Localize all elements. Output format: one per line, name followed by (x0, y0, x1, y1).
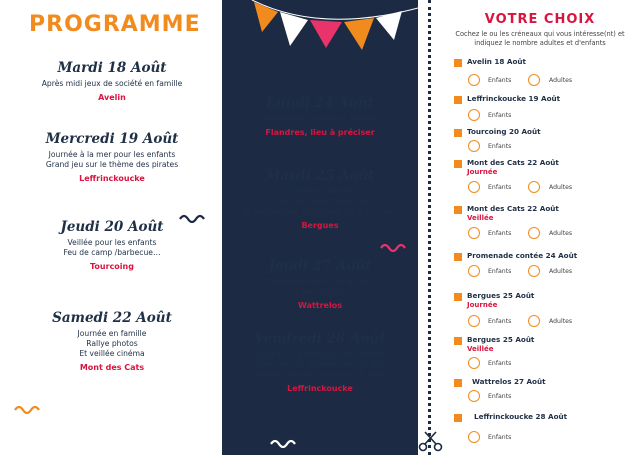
cut-line (428, 0, 431, 455)
enfants-count-circle[interactable] (468, 315, 480, 327)
event-desc: Promenade contée en famille (264, 114, 376, 123)
enfants-label: Enfants (488, 360, 512, 367)
option-sublabel: Veillée (467, 345, 494, 353)
event-day: Samedi 22 Août (52, 310, 172, 326)
enfants-count-circle[interactable] (468, 140, 480, 152)
event-desc: Journée en famille Grand jeu de piste en ville Et veillée pour les enfants de 8 à 13 ans (243, 187, 397, 216)
option-label: Leffrinckoucke 19 Août (467, 94, 561, 103)
event-item (220, 95, 420, 137)
option-checkbox[interactable] (454, 379, 462, 387)
option-row (448, 335, 638, 373)
event-place: Leffrinckoucke (287, 384, 353, 393)
option-checkbox[interactable] (454, 160, 462, 168)
event-place: Mont des Cats (79, 363, 145, 372)
choice-title: VOTRE CHOIX (484, 12, 596, 27)
enfants-label: Enfants (488, 393, 512, 400)
adultes-label: Adultes (549, 184, 573, 191)
enfants-count-circle[interactable] (468, 109, 480, 121)
event-item (12, 219, 212, 271)
adultes-count-circle[interactable] (528, 74, 540, 86)
bunting-flags (222, 0, 418, 80)
event-day: Mardi 18 Août (57, 60, 167, 76)
event-desc: Journée à la mer pour les enfants Grand jeu sur le thème des pirates (même programme que le 19 Août) (252, 350, 388, 379)
option-checkbox[interactable] (454, 293, 462, 301)
option-sublabel: Veillée (467, 214, 494, 222)
enfants-count-circle[interactable] (468, 357, 480, 369)
enfants-count-circle[interactable] (468, 431, 480, 443)
option-label: Avelin 18 Août (467, 57, 526, 66)
option-row (448, 377, 638, 405)
option-checkbox[interactable] (454, 337, 462, 345)
wave-icon (14, 404, 44, 414)
option-label: Tourcoing 20 Août (467, 127, 541, 136)
enfants-label: Enfants (488, 230, 512, 237)
option-checkbox[interactable] (454, 59, 462, 67)
option-label: Bergues 25 Août (467, 335, 535, 344)
event-place: Flandres, lieu à préciser (265, 128, 375, 137)
option-row (448, 412, 638, 446)
event-place: Leffrinckoucke (79, 174, 145, 183)
event-item (220, 258, 420, 310)
event-desc: Journée en famille Rallye photos Et veillée cinéma (77, 329, 147, 358)
adultes-count-circle[interactable] (528, 315, 540, 327)
event-desc: Olympiades pour les enfants au parc du Lion (265, 277, 375, 296)
option-row (448, 204, 638, 244)
event-place: Tourcoing (90, 262, 134, 271)
enfants-label: Enfants (488, 143, 512, 150)
event-day: Lundi 24 Août (266, 95, 374, 111)
adultes-label: Adultes (549, 268, 573, 275)
option-checkbox[interactable] (454, 206, 462, 214)
choice-subtitle: Cochez le ou les créneaux qui vous intéresse(nt) et indiquez le nombre adultes et d'enfants (455, 30, 625, 47)
event-desc: Journée à la mer pour les enfants Grand jeu sur le thème des pirates (45, 150, 179, 169)
event-item (220, 331, 420, 393)
option-row (448, 57, 638, 87)
event-day: Jeudi 20 Août (60, 219, 164, 235)
adultes-label: Adultes (549, 318, 573, 325)
enfants-label: Enfants (488, 184, 512, 191)
adultes-label: Adultes (549, 230, 573, 237)
option-label: Promenade contée 24 Août (467, 251, 578, 260)
enfants-count-circle[interactable] (468, 265, 480, 277)
event-place: Avelin (98, 93, 126, 102)
event-desc: Après midi jeux de société en famille (41, 79, 183, 88)
option-checkbox[interactable] (454, 129, 462, 137)
option-label: Wattrelos 27 Août (472, 377, 546, 386)
option-row (448, 94, 638, 122)
enfants-label: Enfants (488, 318, 512, 325)
wave-icon (179, 213, 209, 223)
event-item (12, 310, 212, 372)
event-item (220, 168, 420, 230)
option-label: Bergues 25 Août (467, 291, 535, 300)
adultes-label: Adultes (549, 77, 573, 84)
enfants-label: Enfants (488, 77, 512, 84)
enfants-count-circle[interactable] (468, 181, 480, 193)
option-label: Mont des Cats 22 Août (467, 158, 559, 167)
option-row (448, 158, 638, 198)
option-checkbox[interactable] (454, 253, 462, 261)
enfants-count-circle[interactable] (468, 227, 480, 239)
enfants-label: Enfants (488, 268, 512, 275)
enfants-count-circle[interactable] (468, 74, 480, 86)
enfants-count-circle[interactable] (468, 390, 480, 402)
event-day: Mercredi 19 Août (45, 131, 179, 147)
event-place: Wattrelos (298, 301, 342, 310)
wave-icon (270, 438, 302, 448)
event-day: Vendredi 28 Août (254, 331, 386, 347)
enfants-label: Enfants (488, 434, 512, 441)
option-checkbox[interactable] (454, 96, 462, 104)
option-label: Leffrinckoucke 28 Août (474, 412, 568, 421)
option-sublabel: Journée (467, 301, 498, 309)
adultes-count-circle[interactable] (528, 227, 540, 239)
event-item (12, 131, 212, 183)
option-row (448, 127, 638, 155)
adultes-count-circle[interactable] (528, 181, 540, 193)
wave-icon (380, 242, 408, 252)
enfants-label: Enfants (488, 112, 512, 119)
option-label: Mont des Cats 22 Août (467, 204, 559, 213)
event-day: Mardi 25 Août (265, 168, 375, 184)
event-item (12, 60, 212, 102)
programme-title: PROGRAMME (29, 12, 201, 37)
scissors-icon (418, 431, 444, 453)
event-desc: Veillée pour les enfants Feu de camp /barbecue… (63, 238, 161, 257)
option-row (448, 291, 638, 329)
option-row (448, 251, 638, 281)
option-checkbox[interactable] (454, 414, 462, 422)
event-place: Bergues (301, 221, 339, 230)
option-sublabel: Journée (467, 168, 498, 176)
adultes-count-circle[interactable] (528, 265, 540, 277)
event-day: Jeudi 27 Août (268, 258, 372, 274)
